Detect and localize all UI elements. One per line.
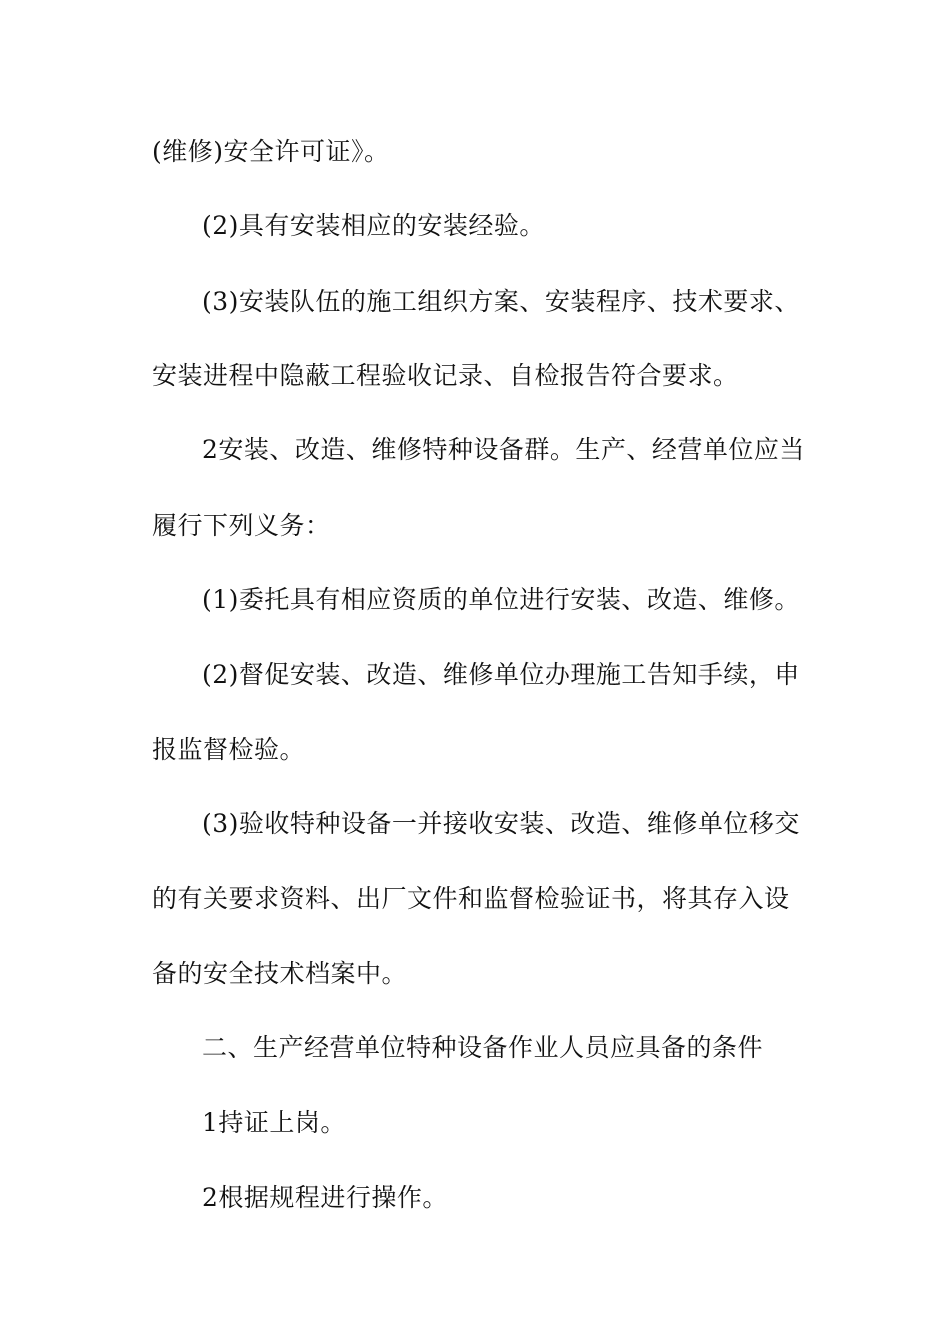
text-line-1: (维修)安全许可证》。 (152, 137, 390, 166)
section-heading: 二、生产经营单位特种设备作业人员应具备的条件 (202, 1033, 764, 1062)
text-line-10: (3)验收特种设备一并接收安装、改造、维修单位移交 (202, 809, 800, 838)
text-line-5: 2安装、改造、维修特种设备群。生产、经营单位应当 (202, 435, 805, 464)
text-line-7: (1)委托具有相应资质的单位进行安装、改造、维修。 (202, 585, 800, 614)
text-line-12: 备的安全技术档案中。 (152, 959, 408, 988)
text-line-2: (2)具有安装相应的安装经验。 (202, 211, 545, 240)
text-line-8: (2)督促安装、改造、维修单位办理施工告知手续，申 (202, 660, 800, 689)
text-line-14: 1持证上岗。 (202, 1108, 346, 1137)
text-line-15: 2根据规程进行操作。 (202, 1183, 448, 1212)
text-line-11: 的有关要求资料、出厂文件和监督检验证书，将其存入设 (152, 884, 790, 913)
text-line-4: 安装进程中隐蔽工程验收记录、自检报告符合要求。 (152, 361, 739, 390)
text-line-9: 报监督检验。 (152, 735, 306, 764)
text-line-6: 履行下列义务： (152, 511, 331, 540)
text-line-3: (3)安装队伍的施工组织方案、安装程序、技术要求、 (202, 287, 800, 316)
